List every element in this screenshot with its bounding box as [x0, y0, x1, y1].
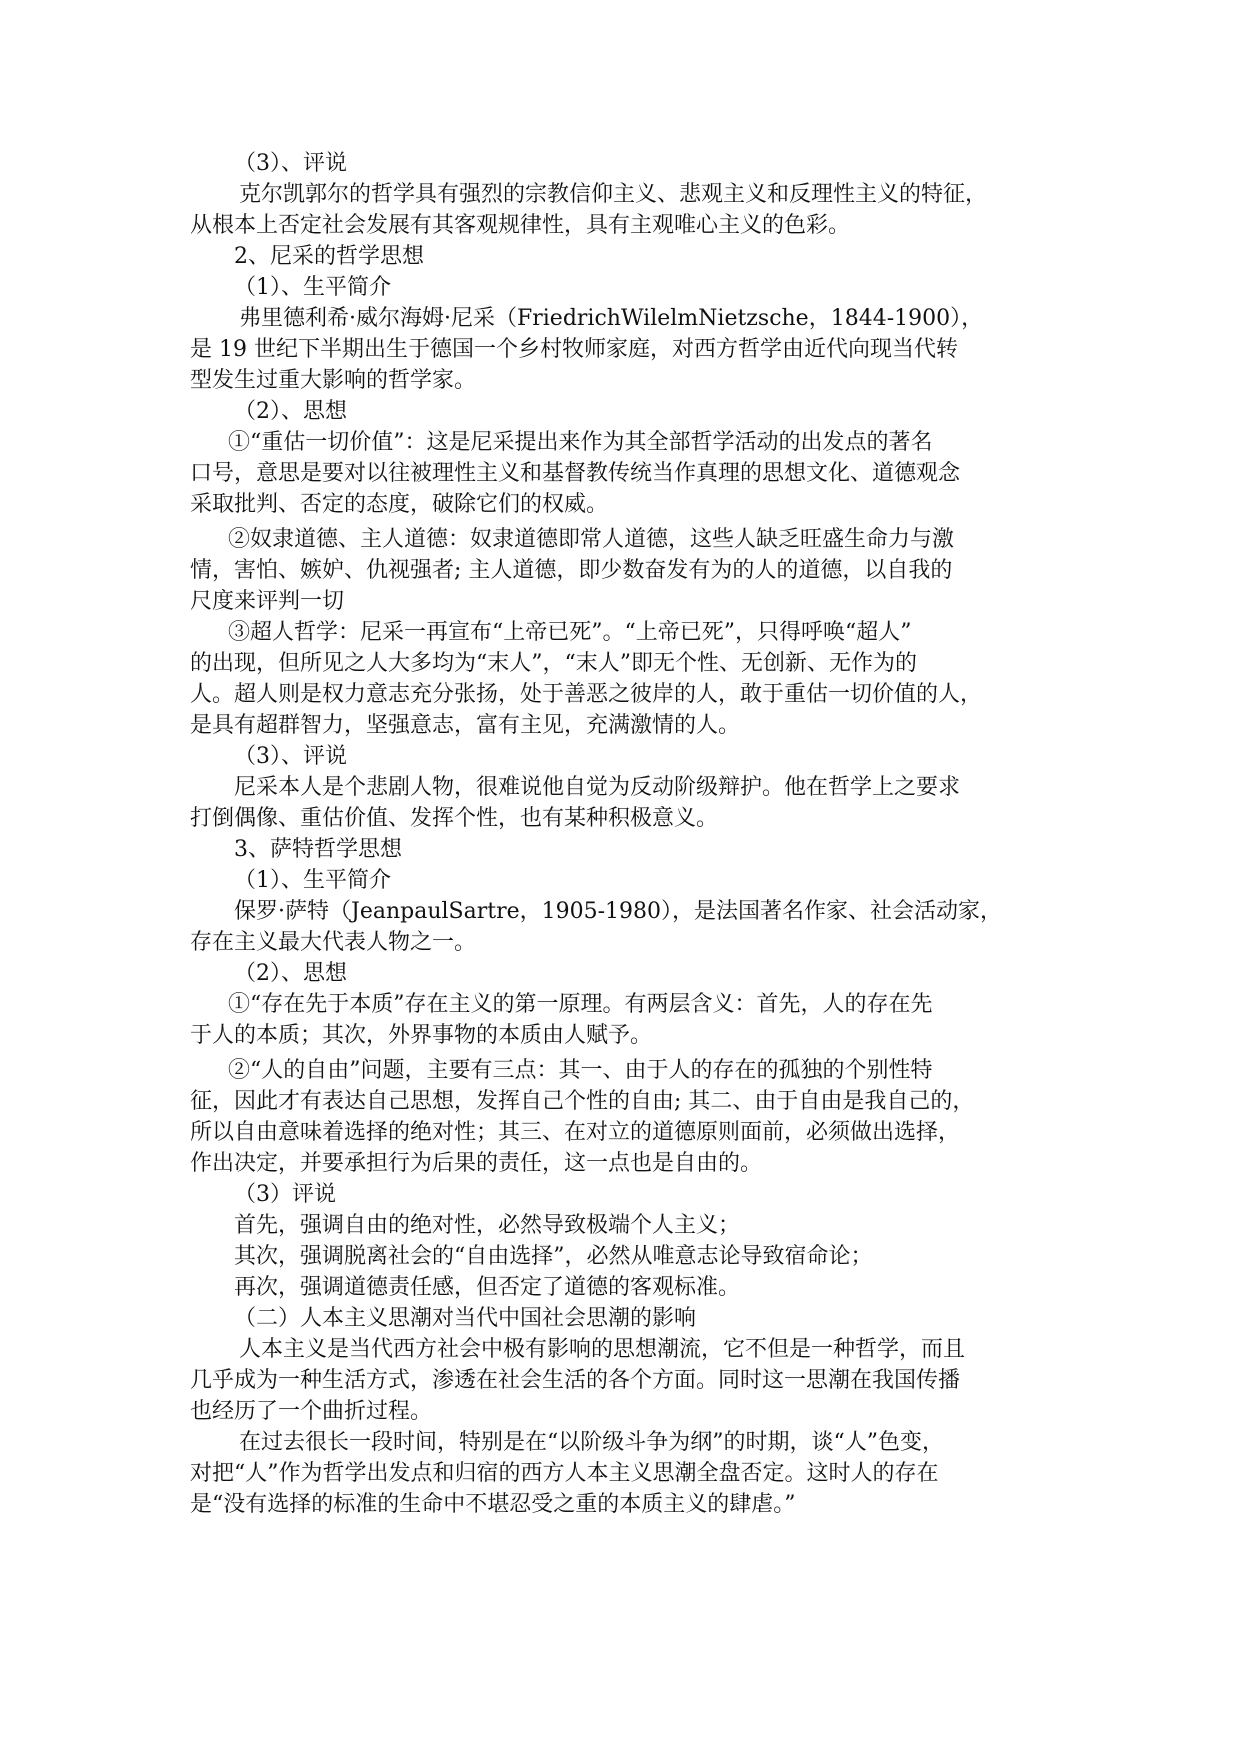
heading-critique: （3）、评说 — [234, 744, 347, 769]
heading-critique: （3）、评说 — [234, 151, 347, 176]
paragraph-line: 打倒偶像、重估价值、发挥个性，也有某种积极意义。 — [190, 806, 719, 831]
paragraph-line: 作出决定，并要承担行为后果的责任，这一点也是自由的。 — [190, 1151, 763, 1176]
paragraph-line: ①“重估一切价值”：这是尼采提出来作为其全部哲学活动的出发点的著名 — [228, 430, 933, 455]
paragraph-line: 是具有超群智力，坚强意志，富有主见，充满激情的人。 — [190, 713, 741, 738]
paragraph-line: 情，害怕、嫉妒、仇视强者; 主人道德，即少数奋发有为的人的道德，以自我的 — [190, 558, 953, 583]
paragraph-line: ③超人哲学：尼采一再宣布“上帝已死”。“上帝已死”，只得呼唤“超人” — [228, 620, 912, 645]
paragraph-line: 于人的本质；其次，外界事物的本质由人赋予。 — [190, 1023, 653, 1048]
paragraph-line: 保罗·萨特（JeanpaulSartre，1905-1980），是法国著名作家、社会活动家， — [234, 899, 1003, 924]
section-heading-sartre: 3、萨特哲学思想 — [234, 837, 402, 862]
paragraph-line: 口号，意思是要对以往被理性主义和基督教传统当作真理的思想文化、道德观念 — [190, 461, 961, 486]
paragraph-line: 尼采本人是个悲剧人物，很难说他自觉为反动阶级辩护。他在哲学上之要求 — [234, 775, 961, 800]
heading-thought: （2）、思想 — [234, 399, 347, 424]
paragraph-line: 的出现，但所见之人大多均为“末人”，“末人”即无个性、无创新、无作为的 — [190, 651, 917, 676]
paragraph-line: ②“人的自由”问题，主要有三点：其一、由于人的存在的孤独的个别性特 — [228, 1058, 933, 1083]
heading-biography: （1）、生平简介 — [234, 275, 391, 300]
heading-thought: （2）、思想 — [234, 961, 347, 986]
paragraph-line: 人本主义是当代西方社会中极有影响的思想潮流，它不但是一种哲学，而且 — [239, 1337, 966, 1362]
paragraph-line: 其次，强调脱离社会的“自由选择”，必然从唯意志论导致宿命论； — [234, 1244, 873, 1269]
section-heading-nietzsche: 2、尼采的哲学思想 — [234, 244, 424, 269]
paragraph-line: 采取批判、否定的态度，破除它们的权威。 — [190, 492, 609, 517]
paragraph-line: 是“没有选择的标准的生命中不堪忍受之重的本质主义的肆虐。” — [190, 1492, 796, 1517]
paragraph-line: 型发生过重大影响的哲学家。 — [190, 368, 477, 393]
paragraph-line: 尺度来评判一切 — [190, 589, 345, 614]
document-page — [190, 148, 1052, 1520]
paragraph-line: 所以自由意味着选择的绝对性；其三、在对立的道德原则面前，必须做出选择， — [190, 1120, 961, 1145]
paragraph-line: 克尔凯郭尔的哲学具有强烈的宗教信仰主义、悲观主义和反理性主义的特征， — [239, 182, 988, 207]
paragraph-line: ②奴隶道德、主人道德：奴隶道德即常人道德，这些人缺乏旺盛生命力与激 — [228, 527, 955, 552]
paragraph-line: 几乎成为一种生活方式，渗透在社会生活的各个方面。同时这一思潮在我国传播 — [190, 1368, 961, 1393]
section-heading-influence: （二）人本主义思潮对当代中国社会思潮的影响 — [234, 1306, 697, 1331]
paragraph-line: 首先，强调自由的绝对性，必然导致极端个人主义； — [234, 1213, 741, 1238]
paragraph-line: 征，因此才有表达自己思想，发挥自己个性的自由; 其二、由于自由是我自己的， — [190, 1089, 975, 1114]
heading-biography: （1）、生平简介 — [234, 868, 391, 893]
paragraph-line: 从根本上否定社会发展有其客观规律性，具有主观唯心主义的色彩。 — [190, 213, 851, 238]
paragraph-line: 存在主义最大代表人物之一。 — [190, 930, 477, 955]
paragraph-line: 人。超人则是权力意志充分张扬，处于善恶之彼岸的人，敢于重估一切价值的人， — [190, 682, 983, 707]
paragraph-line: 是 19 世纪下半期出生于德国一个乡村牧师家庭，对西方哲学由近代向现当代转 — [190, 337, 958, 362]
paragraph-line: 弗里德利希·威尔海姆·尼采（FriedrichWilelmNietzsche，1844-1900）， — [239, 306, 984, 331]
heading-critique: （3）评说 — [234, 1182, 336, 1207]
paragraph-line: 再次，强调道德责任感，但否定了道德的客观标准。 — [234, 1275, 741, 1300]
paragraph-line: 对把“人”作为哲学出发点和归宿的西方人本主义思潮全盘否定。这时人的存在 — [190, 1461, 939, 1486]
paragraph-line: 也经历了一个曲折过程。 — [190, 1399, 433, 1424]
paragraph-line: 在过去很长一段时间，特别是在“以阶级斗争为纲”的时期，谈“人”色变， — [239, 1430, 944, 1455]
paragraph-line: ①“存在先于本质”存在主义的第一原理。有两层含义：首先，人的存在先 — [228, 992, 933, 1017]
